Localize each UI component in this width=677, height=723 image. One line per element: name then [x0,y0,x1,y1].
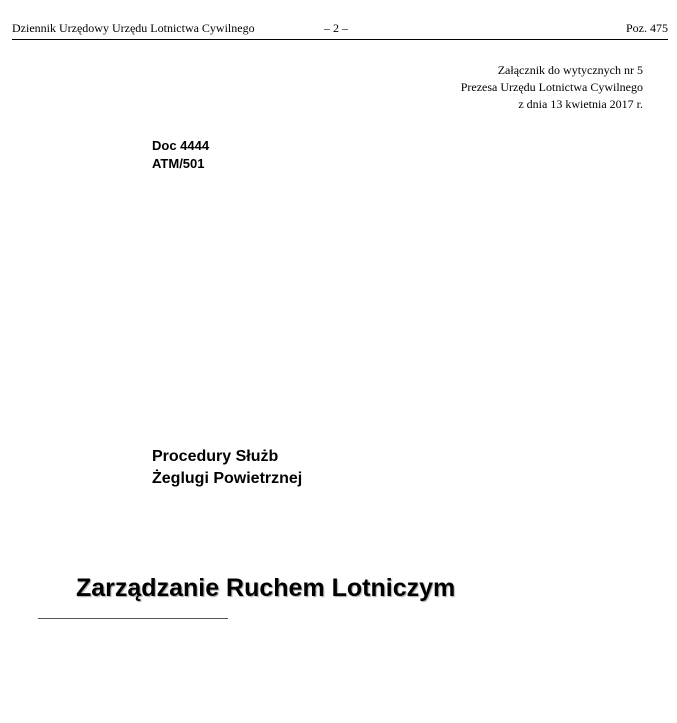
annex-line-2: Prezesa Urzędu Lotnictwa Cywilnego [460,80,643,94]
procedures-heading [152,446,302,490]
document-reference [152,137,209,173]
procedures-line-1: Procedury Służb [152,448,279,465]
page-header [12,21,668,40]
doc-code: ATM/501 [152,156,205,171]
main-title: Zarządzanie Ruchem Lotniczym [76,574,456,602]
procedures-line-2: Żeglugi Powietrznej [152,470,303,487]
annex-line-1: Załącznik do wytycznych nr 5 [497,63,643,77]
footnote-divider [38,618,228,619]
annex-line-3: z dnia 13 kwietnia 2017 r. [518,97,643,111]
doc-number: Doc 4444 [152,138,210,153]
page-number: – 2 – [324,21,348,35]
journal-name: Dziennik Urzędowy Urzędu Lotnictwa Cywilnego [12,21,255,35]
annex-note [461,62,643,113]
position-number: Poz. 475 [626,21,668,35]
